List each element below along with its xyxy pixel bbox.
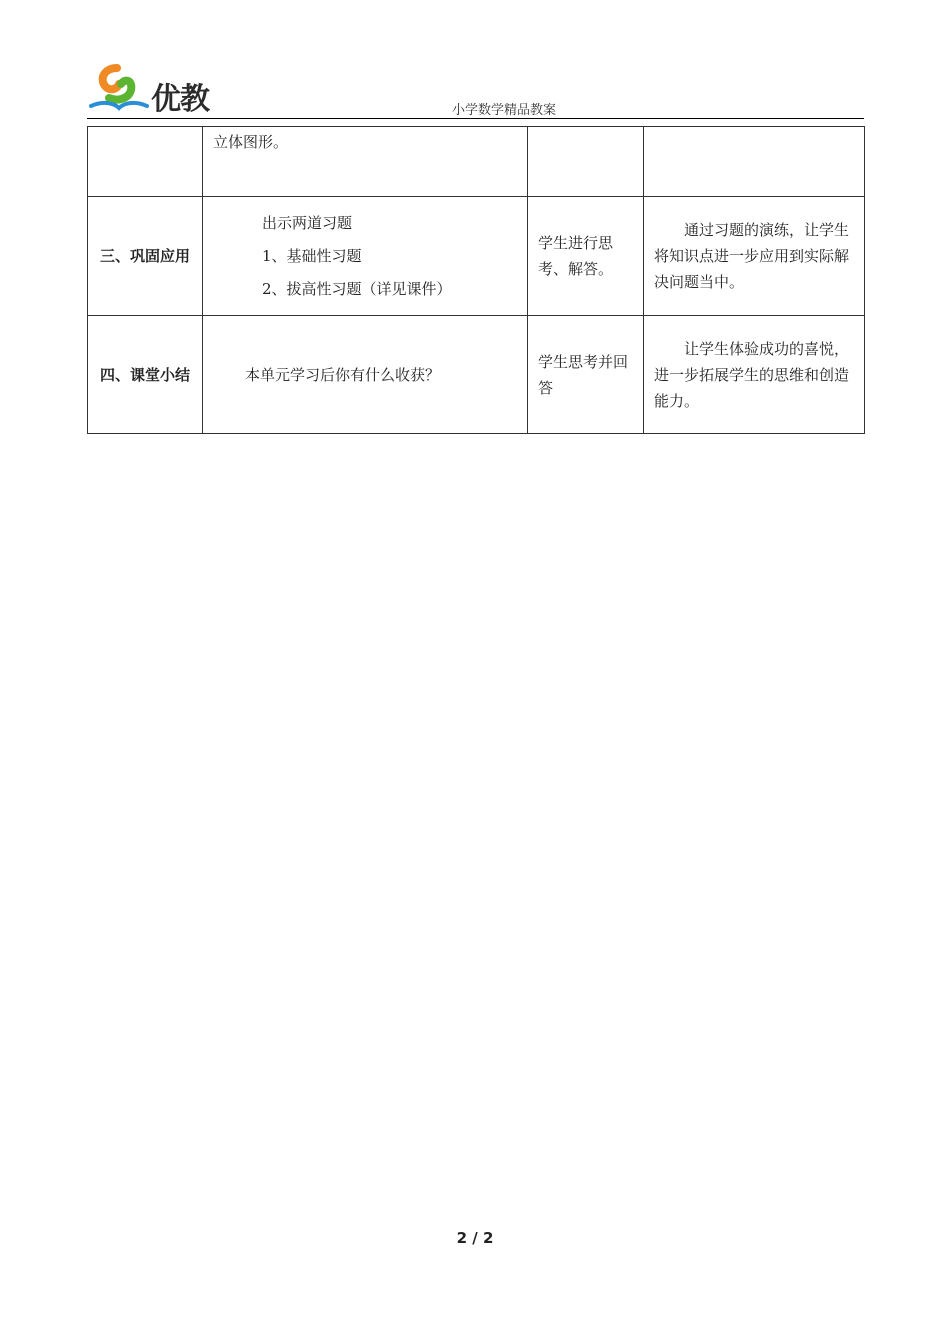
page-header bbox=[87, 62, 864, 119]
content-cell bbox=[203, 316, 528, 434]
header-title: 小学数学精品教案 bbox=[452, 103, 557, 118]
content-cell bbox=[203, 127, 528, 197]
content-line: 本单元学习后你有什么收获？ bbox=[245, 365, 441, 384]
lesson-plan-table bbox=[87, 126, 865, 434]
content-line: 2、拔高性习题（详见课件） bbox=[262, 279, 452, 298]
student-activity-cell: 学生思考并回答 bbox=[528, 316, 644, 434]
table-row bbox=[88, 197, 865, 316]
student-activity-cell bbox=[528, 127, 644, 197]
logo-emblem-icon bbox=[87, 62, 151, 114]
logo-text: 优教 bbox=[151, 82, 209, 117]
stage-cell: 三、巩固应用 bbox=[88, 197, 203, 316]
table-row bbox=[88, 127, 865, 197]
stage-cell: 四、课堂小结 bbox=[88, 316, 203, 434]
content-line: 出示两道习题 bbox=[262, 213, 353, 232]
page-number: 2 / 2 bbox=[456, 1229, 494, 1247]
content-line: 1、基础性习题 bbox=[262, 246, 362, 265]
youjiao-logo bbox=[87, 62, 217, 117]
table-row bbox=[88, 316, 865, 434]
student-activity-cell: 学生进行思考、解答。 bbox=[528, 197, 644, 316]
content-cell bbox=[203, 197, 528, 316]
purpose-cell: 让学生体验成功的喜悦，进一步拓展学生的思维和创造能力。 bbox=[644, 316, 865, 434]
content-line: 立体图形。 bbox=[213, 133, 289, 151]
purpose-cell: 通过习题的演练，让学生将知识点进一步应用到实际解决问题当中。 bbox=[644, 197, 865, 316]
purpose-cell bbox=[644, 127, 865, 197]
stage-cell bbox=[88, 127, 203, 197]
